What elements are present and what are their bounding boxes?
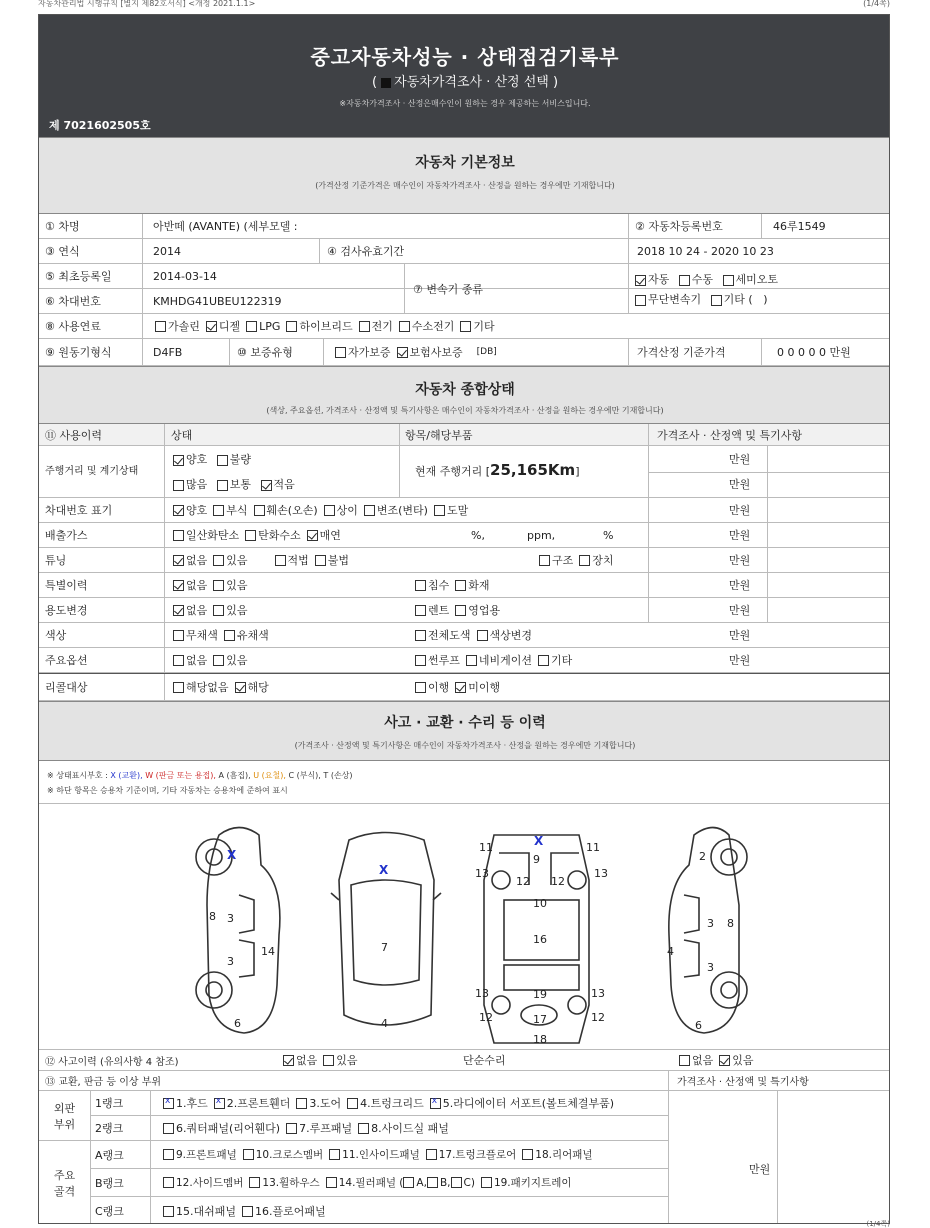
- checkbox-usage-yes[interactable]: [213, 605, 224, 616]
- checkbox-usage-none[interactable]: [173, 605, 184, 616]
- unit-man-won: 만원: [729, 654, 751, 667]
- row-vin-mark: [39, 498, 890, 523]
- checkbox-vin-corroded[interactable]: [213, 505, 224, 516]
- car-name-label: ① 차명: [39, 214, 143, 238]
- special-label: 특별이력: [39, 573, 165, 597]
- checkbox-co[interactable]: [173, 530, 184, 541]
- exchange-price-label: 가격조사 · 산정액 및 특기사항: [677, 1077, 809, 1088]
- checkbox-chromatic[interactable]: [224, 630, 235, 641]
- row-year: [39, 239, 890, 264]
- checkbox-vin-altered[interactable]: [364, 505, 375, 516]
- part-num-4: 4: [381, 1017, 388, 1030]
- rankB-options: 12.사이드멤버 13.휠하우스 14.필러패널 ( A, B, C) 19.패키지트레이: [153, 1169, 665, 1196]
- part-num-11: 11: [479, 841, 493, 854]
- basic-info-subtitle: (가격산정 기준가격은 매수인이 자동차가격조사 · 산정을 원하는 경우에만 기재합니다): [315, 181, 615, 190]
- checkbox-inside-panel[interactable]: [329, 1149, 340, 1160]
- checkbox-special-yes[interactable]: [213, 580, 224, 591]
- checkbox-recall-none[interactable]: [173, 682, 184, 693]
- accident-title: 사고 · 교환 · 수리 등 이력: [384, 715, 546, 731]
- law-reference: 자동차관리법 시행규칙 [별지 제82호서식] <개정 2021.1.1>: [38, 0, 256, 8]
- tuning-type-options: 구조 장치: [529, 548, 647, 572]
- outer-panel-label: 외판 부위: [39, 1091, 91, 1141]
- checkbox-floor-panel[interactable]: [242, 1206, 253, 1217]
- part-num-8: 8: [209, 910, 216, 923]
- vin-value: KMHDG41UBEU122319: [153, 294, 282, 308]
- col-state: 상태: [171, 428, 193, 442]
- rank2-label: 2랭크: [91, 1116, 151, 1140]
- checkbox-roof-panel[interactable]: [286, 1123, 297, 1134]
- part-num-4b: 4: [667, 945, 674, 958]
- checkbox-vin-good[interactable]: [173, 505, 184, 516]
- mark-exchange-fender: X: [227, 848, 237, 862]
- accident-history-label: ⑫ 사고이력 (유의사항 4 참조): [45, 1056, 179, 1068]
- rankA-options: 9.프론트패널 10.크로스멤버 11.인사이드패널 17.트렁크플로어 18.리어패널: [153, 1141, 665, 1168]
- part-num-16: 16: [533, 933, 547, 946]
- checkbox-odo-bad[interactable]: [217, 455, 228, 466]
- checkbox-trunk-lid[interactable]: [347, 1098, 358, 1109]
- color-options: 무채색 유채색: [163, 623, 393, 647]
- emission-options: 일산화탄소 탄화수소 매연: [163, 523, 413, 547]
- checkbox-hybrid[interactable]: [286, 321, 297, 332]
- part-num-7: 7: [381, 941, 388, 954]
- rankC-options: 15.대쉬패널 16.플로어패널: [153, 1197, 665, 1224]
- part-num-8b: 8: [727, 917, 734, 930]
- car-top-view: [331, 833, 441, 1026]
- inspection-value: 2018 10 24 - 2020 10 23: [637, 244, 774, 258]
- unit-percent: %,: [471, 528, 485, 542]
- unit-man-won: 만원: [729, 453, 751, 466]
- row-recall: [39, 673, 890, 701]
- price-value: 0 0 0 0 0 만원: [777, 346, 851, 359]
- color-label: 색상: [39, 623, 165, 647]
- row-engine: [39, 339, 890, 366]
- special-type-options: 침수 화재: [405, 573, 645, 597]
- checkbox-diesel[interactable]: [206, 321, 217, 332]
- mileage-value: 25,165Km: [490, 461, 576, 479]
- checkbox-full-paint[interactable]: [415, 630, 426, 641]
- checkbox-tuning-structure[interactable]: [539, 555, 550, 566]
- status-symbol-legend: ※ 상태표시부호 : X (교환), W (판금 또는 용접), A (흠집), U (요철), C (부식), T (손상): [47, 771, 353, 780]
- legend-note: ※ 하단 항목은 승용차 기준이며, 기타 자동차는 승용차에 준하여 표시: [47, 786, 288, 795]
- checkbox-recall-undone[interactable]: [455, 682, 466, 693]
- unit-man-won: 만원: [729, 478, 751, 491]
- checkbox-odo-low[interactable]: [261, 480, 272, 491]
- checkbox-odo-good[interactable]: [173, 455, 184, 466]
- checkbox-vin-mismatch[interactable]: [324, 505, 335, 516]
- checkbox-option-other[interactable]: [538, 655, 549, 666]
- checkbox-hood[interactable]: [163, 1098, 174, 1109]
- checkbox-hydrogen[interactable]: [399, 321, 410, 332]
- part-num-3: 3: [227, 912, 234, 925]
- rankC-row: [91, 1197, 668, 1224]
- transmission-label: ⑦ 변속기 종류: [413, 283, 483, 296]
- checkbox-recall-yes[interactable]: [235, 682, 246, 693]
- accident-subtitle: (가격조사 · 산정액 및 특기사항은 매수인이 자동차가격조사 · 산정을 원하는 경우에만 기재합니다): [294, 741, 636, 750]
- checkbox-navigation[interactable]: [466, 655, 477, 666]
- tuning-options: 없음 있음 적법 불법: [163, 548, 493, 572]
- current-mileage: 현재 주행거리 [25,165Km]: [415, 461, 580, 479]
- part-num-2: 2: [699, 850, 706, 863]
- checkbox-tuning-none[interactable]: [173, 555, 184, 566]
- fuel-options: 가솔린 디젤 LPG 하이브리드 전기 수소전기 기타: [145, 314, 885, 338]
- checkbox-achromatic[interactable]: [173, 630, 184, 641]
- recall-done-options: 이행 미이행: [405, 674, 645, 700]
- checkbox-dash-panel[interactable]: [163, 1206, 174, 1217]
- rank1-label: 1랭크: [91, 1091, 151, 1115]
- checkbox-auto[interactable]: [635, 275, 646, 286]
- unit-man-won: 만원: [729, 504, 751, 517]
- checkbox-accident-none[interactable]: [283, 1055, 294, 1066]
- part-num-18: 18: [533, 1033, 547, 1046]
- row-odometer: [39, 446, 890, 498]
- rank2-options: 6.쿼터패널(리어휀다) 7.루프패널 8.사이드실 패널: [153, 1116, 665, 1140]
- checkbox-semi-auto[interactable]: [723, 275, 734, 286]
- unit-man-won: 만원: [729, 604, 751, 617]
- odometer-label: 주행거리 및 계기상태: [39, 446, 165, 497]
- checkbox-pillar-c[interactable]: [451, 1177, 462, 1188]
- checkbox-manual[interactable]: [679, 275, 690, 286]
- simple-repair-label: 단순수리: [463, 1054, 506, 1067]
- part-num-13: 13: [475, 867, 489, 880]
- car-damage-diagram: [39, 805, 890, 1057]
- part-num-17: 17: [533, 1013, 547, 1026]
- color-change-options: 전체도색 색상변경: [405, 623, 645, 647]
- unit-man-won: 만원: [729, 554, 751, 567]
- part-num-3c: 3: [707, 917, 714, 930]
- car-right-view: [669, 828, 747, 1034]
- form-reference: [0, 0, 930, 10]
- col-history: ⑪ 사용이력: [39, 424, 165, 445]
- part-num-12b: 12: [551, 875, 565, 888]
- record-form: [38, 14, 890, 1224]
- first-reg-value: 2014-03-14: [153, 269, 217, 283]
- warranty-label: ⑩ 보증유형: [237, 346, 293, 359]
- col-item: 항목/해당부품: [405, 428, 473, 442]
- fuel-label: ⑧ 사용연료: [39, 314, 143, 338]
- unit-man-won: 만원: [729, 529, 751, 542]
- checkbox-option-yes[interactable]: [213, 655, 224, 666]
- part-num-13b: 13: [594, 867, 608, 880]
- col-price: 가격조사 · 산정액 및 특기사항: [657, 428, 802, 442]
- part-num-13d: 13: [591, 987, 605, 1000]
- unit-percent-2: %: [603, 528, 614, 542]
- odometer-condition: 양호 불량: [167, 451, 251, 467]
- checkbox-color-change[interactable]: [477, 630, 488, 641]
- form-note: ※자동차가격조사 · 산정은매수인이 원하는 경우 제공하는 서비스입니다.: [339, 99, 591, 108]
- main-options: 없음 있음: [163, 648, 393, 672]
- basic-info-title: 자동차 기본정보: [415, 155, 515, 171]
- checkbox-odo-normal[interactable]: [217, 480, 228, 491]
- checkbox-commercial[interactable]: [455, 605, 466, 616]
- tuning-label: 튜닝: [39, 548, 165, 572]
- checkbox-recall-done[interactable]: [415, 682, 426, 693]
- footer-page: (1/4쪽): [866, 1220, 890, 1228]
- exchange-label: ⑬ 교환, 판금 등 이상 부위: [45, 1077, 162, 1088]
- part-num-13c: 13: [475, 987, 489, 1000]
- checkbox-pillar-b[interactable]: [427, 1177, 438, 1188]
- rank1-options: x 1.후드 x 2.프론트휀더 3.도어 4.트렁크리드 x 5.라디에이터 서포트(볼트체결부품): [153, 1091, 665, 1115]
- checkbox-package-tray[interactable]: [481, 1177, 492, 1188]
- odometer-mileage-level: 많음 보통 적음: [167, 476, 295, 492]
- special-options: 없음 있음: [163, 573, 393, 597]
- first-reg-label: ⑤ 최초등록일: [39, 264, 143, 288]
- checkbox-pillar-panel[interactable]: [326, 1177, 337, 1188]
- filled-square-icon: [381, 78, 391, 88]
- checkbox-radiator-support[interactable]: [430, 1098, 441, 1109]
- part-num-14: 14: [261, 945, 275, 958]
- checkbox-side-member[interactable]: [163, 1177, 174, 1188]
- checkbox-cvt[interactable]: [635, 295, 646, 306]
- rankA-label: A랭크: [91, 1141, 151, 1168]
- main-frame-label: 주요 골격: [39, 1141, 91, 1224]
- checkbox-tuning-illegal[interactable]: [315, 555, 326, 566]
- exchange-grid: [39, 1091, 890, 1224]
- checkbox-option-none[interactable]: [173, 655, 184, 666]
- status-header-row: [39, 424, 890, 446]
- transmission-options-1: 자동 수동 세미오토: [629, 271, 778, 287]
- form-subtitle: ( 자동차가격조사 · 산정 선택 ): [371, 75, 559, 90]
- car-name-value: 아반떼 (AVANTE) (세부모델 :: [153, 220, 298, 233]
- row-exchange-header: [39, 1071, 890, 1091]
- document-number: 제 7021602505호: [49, 119, 151, 132]
- checkbox-side-sill[interactable]: [358, 1123, 369, 1134]
- part-num-10: 10: [533, 897, 547, 910]
- part-num-6b: 6: [695, 1019, 702, 1032]
- row-options: [39, 648, 890, 673]
- reg-no-value: 46루1549: [773, 220, 826, 233]
- row-car-name: [39, 214, 890, 239]
- checkbox-accident-yes[interactable]: [323, 1055, 334, 1066]
- unit-ppm: ppm,: [527, 528, 556, 542]
- checkbox-fuel-other[interactable]: [460, 321, 471, 332]
- basic-info-band: [39, 137, 890, 214]
- part-num-12: 12: [516, 875, 530, 888]
- checkbox-electric[interactable]: [359, 321, 370, 332]
- options-label: 주요옵션: [39, 648, 165, 672]
- engine-value: D4FB: [153, 345, 183, 359]
- part-num-12c: 12: [479, 1011, 493, 1024]
- status-band: [39, 366, 890, 424]
- checkbox-door[interactable]: [296, 1098, 307, 1109]
- row-usage: [39, 598, 890, 623]
- checkbox-tuning-device[interactable]: [579, 555, 590, 566]
- row-color: [39, 623, 890, 648]
- checkbox-odo-high[interactable]: [173, 480, 184, 491]
- title-header: [39, 15, 890, 137]
- usage-label: 용도변경: [39, 598, 165, 622]
- inspection-label: ④ 검사유효기간: [327, 245, 405, 258]
- checkbox-tuning-legal[interactable]: [275, 555, 286, 566]
- transmission-options-2: 무단변속기 기타 ( ): [629, 291, 767, 307]
- row-emission: [39, 523, 890, 548]
- checkbox-self-warranty[interactable]: [335, 347, 346, 358]
- part-num-12d: 12: [591, 1011, 605, 1024]
- recall-label: 리콜대상: [39, 674, 165, 700]
- checkbox-sunroof[interactable]: [415, 655, 426, 666]
- rankB-row: [91, 1169, 668, 1197]
- checkbox-trunk-floor[interactable]: [426, 1149, 437, 1160]
- emission-label: 배출가스: [39, 523, 165, 547]
- accident-band: [39, 701, 890, 761]
- checkbox-rent[interactable]: [415, 605, 426, 616]
- checkbox-gasoline[interactable]: [155, 321, 166, 332]
- rankA-row: [91, 1141, 668, 1169]
- checkbox-lpg[interactable]: [246, 321, 257, 332]
- year-label: ③ 연식: [39, 239, 143, 263]
- checkbox-rear-panel[interactable]: [522, 1149, 533, 1160]
- checkbox-quarter-panel[interactable]: [163, 1123, 174, 1134]
- simple-repair-options: 없음 있음: [669, 1050, 809, 1070]
- rankC-label: C랭크: [91, 1197, 151, 1224]
- checkbox-wheel-house[interactable]: [249, 1177, 260, 1188]
- unit-man-won: 만원: [729, 629, 751, 642]
- checkbox-trans-other[interactable]: [711, 295, 722, 306]
- vin-mark-options: 양호 부식 훼손(오손) 상이 변조(변타) 도말: [163, 498, 643, 522]
- rank1-row: [91, 1091, 668, 1116]
- part-num-3b: 3: [227, 955, 234, 968]
- checkbox-fire[interactable]: [455, 580, 466, 591]
- row-fuel: [39, 314, 890, 339]
- form-title: 중고자동차성능 · 상태점검기록부: [310, 45, 620, 69]
- price-label: 가격산정 기준가격: [637, 346, 726, 359]
- usage-type-options: 렌트 영업용: [405, 598, 645, 622]
- reg-no-label: ② 자동차등록번호: [635, 220, 723, 233]
- vin-label: ⑥ 차대번호: [39, 289, 143, 313]
- year-value: 2014: [153, 244, 181, 258]
- vin-mark-label: 차대번호 표기: [39, 498, 165, 522]
- checkbox-flood[interactable]: [415, 580, 426, 591]
- mark-exchange-radiator: X: [534, 834, 544, 848]
- rank2-row: [91, 1116, 668, 1141]
- part-num-3d: 3: [707, 961, 714, 974]
- engine-label: ⑨ 원동기형식: [39, 339, 143, 365]
- accident-history-options: 없음 있음: [273, 1050, 413, 1070]
- unit-man-won: 만원: [729, 579, 751, 592]
- part-num-6: 6: [234, 1017, 241, 1030]
- part-num-11b: 11: [586, 841, 600, 854]
- mark-exchange-hood: X: [379, 863, 389, 877]
- checkbox-tuning-yes[interactable]: [213, 555, 224, 566]
- row-tuning: [39, 548, 890, 573]
- checkbox-hc[interactable]: [245, 530, 256, 541]
- rankB-label: B랭크: [91, 1169, 151, 1196]
- checkbox-smoke[interactable]: [307, 530, 318, 541]
- part-num-19: 19: [533, 988, 547, 1001]
- checkbox-cross-member[interactable]: [243, 1149, 254, 1160]
- part-num-9: 9: [533, 853, 540, 866]
- checkbox-special-none[interactable]: [173, 580, 184, 591]
- car-left-view: [196, 828, 280, 1034]
- unit-man-won: 만원: [749, 1163, 771, 1176]
- checkbox-front-panel[interactable]: [163, 1149, 174, 1160]
- checkbox-insurance-warranty[interactable]: [397, 347, 408, 358]
- row-special: [39, 573, 890, 598]
- warranty-options: 자가보증 보험사보증 [DB]: [325, 339, 625, 365]
- usage-options: 없음 있음: [163, 598, 393, 622]
- option-type-options: 썬루프 네비게이션 기타: [405, 648, 645, 672]
- checkbox-vin-painted[interactable]: [434, 505, 445, 516]
- checkbox-front-fender[interactable]: [214, 1098, 225, 1109]
- status-title: 자동차 종합상태: [415, 382, 515, 398]
- checkbox-pillar-a[interactable]: [403, 1177, 414, 1188]
- checkbox-simple-none[interactable]: [679, 1055, 690, 1066]
- checkbox-simple-yes[interactable]: [719, 1055, 730, 1066]
- checkbox-vin-damaged[interactable]: [254, 505, 265, 516]
- status-subtitle: (색상, 주요옵션, 가격조사 · 산정액 및 특기사항은 매수인이 자동차가격조사 · 산정을 원하는 경우에만 기재합니다): [266, 406, 664, 415]
- row-accident-history: [39, 1049, 890, 1071]
- page-number: (1/4쪽): [863, 0, 890, 8]
- recall-options: 해당없음 해당: [163, 674, 393, 700]
